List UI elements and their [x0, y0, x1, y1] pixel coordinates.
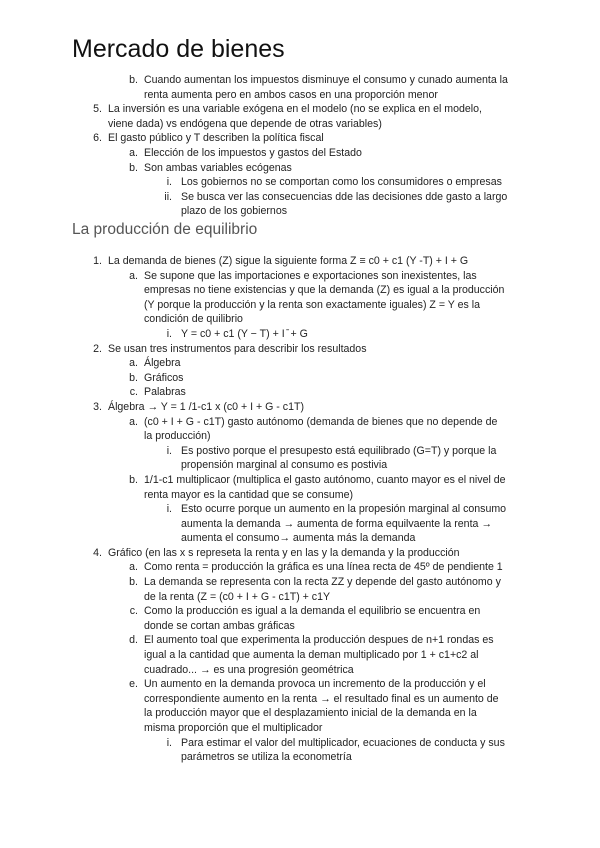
- list-item-line: [0, 146, 600, 161]
- list-item-text: plazo de los gobiernos: [181, 205, 288, 218]
- list-marker: i.: [166, 503, 172, 516]
- list-item-line: [0, 488, 600, 503]
- list-item-line: [0, 415, 600, 430]
- list-item-text: donde se cortan ambas gráficas: [144, 619, 295, 632]
- list-item-text: El aumento toal que experimenta la producción despues de n+1 rondas es: [144, 634, 494, 647]
- list-marker: b.: [129, 576, 138, 589]
- list-item-text: Palabras: [144, 386, 186, 399]
- list-item-line: [0, 590, 600, 605]
- list-marker: e.: [129, 678, 138, 691]
- list-item-line: [0, 706, 600, 721]
- list-item-text: Esto ocurre porque un aumento en la propesión marginal al consumo: [181, 503, 507, 516]
- list-marker: 5.: [93, 103, 102, 116]
- list-marker: a.: [129, 415, 138, 428]
- list-item-text: Gráficos: [144, 371, 184, 384]
- list-marker: a.: [129, 561, 138, 574]
- list-item-text: Cuando aumentan los impuestos disminuye el consumo y cunado aumenta la: [144, 74, 508, 86]
- list-item-text: Se supone que las importaciones e exportaciones son inexistentes, las: [144, 269, 477, 282]
- list-marker: c.: [129, 605, 138, 618]
- list-marker: b.: [129, 161, 138, 174]
- list-item-line: [0, 254, 600, 269]
- list-item-line: [0, 677, 600, 692]
- list-item-line: [0, 648, 600, 663]
- list-item-text: Es postivo porque el presupesto está equilibrado (G=T) y porque la: [181, 444, 497, 457]
- list-item-text: misma proporción que el multiplicador: [144, 722, 323, 734]
- list-item-line: [0, 604, 600, 619]
- page-title: Mercado de bienes: [72, 35, 285, 63]
- list-item-text: La inversión es una variable exógena en el modelo (no se explica en el modelo,: [108, 103, 482, 116]
- list-marker: i.: [166, 736, 172, 749]
- list-item-text: (c0 + I + G - c1T) gasto autónomo (demanda de bienes que no depende de: [144, 415, 498, 428]
- list-item-text: Como renta = producción la gráfica es una línea recta de 45º de pendiente 1: [144, 561, 503, 574]
- list-item-text: parámetros se utiliza la econometría: [181, 751, 352, 764]
- list-marker: d.: [129, 634, 138, 647]
- list-item-text: Y = c0 + c1 (Y − T) + I ̄ + G: [181, 327, 308, 340]
- list-item-line: [0, 736, 600, 751]
- list-item-line: [0, 102, 600, 117]
- list-marker: i.: [166, 444, 172, 457]
- list-item-line: [0, 473, 600, 488]
- list-item-line: [0, 283, 600, 298]
- list-item-text: correspondiente aumento en la renta → el resultado final es un aumento de: [144, 692, 499, 705]
- list-item-line: [0, 721, 600, 736]
- list-item-text: La demanda de bienes (Z) sigue la siguiente forma Z ≡ c0 + c1 (Y -T) + I + G: [108, 255, 469, 267]
- list-item-text: La demanda se representa con la recta ZZ y depende del gasto autónomo y: [144, 576, 501, 589]
- list-item-text: renta mayor es la cantidad que se consume): [144, 488, 354, 501]
- list-marker: c.: [129, 386, 138, 399]
- list-item-line: [0, 546, 600, 561]
- list-item-text: (Y porque la producción y la renta son exactamente iguales) Z = Y es la: [144, 298, 480, 311]
- list-marker: a.: [129, 269, 138, 282]
- list-item-text: Álgebra → Y = 1 /1-c1 x (c0 + I + G - c1T): [108, 400, 304, 413]
- list-item-text: Elección de los impuestos y gastos del Estado: [144, 146, 362, 159]
- list-item-text: Un aumento en la demanda provoca un incremento de la producción y el: [144, 678, 486, 691]
- list-item-line: [0, 750, 600, 765]
- list-item-text: Son ambas variables ecógenas: [144, 161, 292, 174]
- list-item-line: [0, 371, 600, 386]
- main-list: [0, 254, 600, 765]
- list-item-line: [0, 190, 600, 205]
- list-item-text: Se usan tres instrumentos para describir los resultados: [108, 342, 367, 355]
- list-item-text: Álgebra: [144, 357, 181, 370]
- list-marker: i.: [166, 327, 172, 340]
- list-item-line: [0, 175, 600, 190]
- list-item-text: viene dada) vs endógena que depende de otras variables): [108, 117, 382, 130]
- list-item-line: [0, 342, 600, 357]
- list-item-text: renta aumenta pero en ambos casos en una proporción menor: [144, 88, 438, 101]
- list-item-line: [0, 88, 600, 103]
- list-marker: b.: [129, 74, 138, 86]
- list-item-text: la producción mayor que el desplazamiento inicial de la demanda en la: [144, 707, 477, 720]
- list-item-text: cuadrado... → es una progresión geométrica: [144, 663, 354, 676]
- list-item-line: [0, 73, 600, 88]
- list-item-line: [0, 458, 600, 473]
- list-item-text: aumenta la demanda → aumenta de forma equilvaente la renta →: [181, 517, 492, 530]
- list-item-line: [0, 117, 600, 132]
- list-item-text: condición de quilibrio: [144, 313, 243, 326]
- list-item-line: [0, 327, 600, 342]
- list-marker: 6.: [93, 132, 102, 145]
- list-item-line: [0, 663, 600, 678]
- list-item-line: [0, 131, 600, 146]
- list-item-line: [0, 269, 600, 284]
- list-item-text: Se busca ver las consecuencias dde las decisiones dde gasto a largo: [181, 190, 508, 203]
- list-marker: ii.: [164, 190, 172, 203]
- list-item-line: [0, 385, 600, 400]
- list-item-text: de la renta (Z = (c0 + I + G - c1T) + c1Y: [144, 590, 331, 603]
- list-item-text: Gráfico (en las x s represeta la renta y en las y la demanda y la producción: [108, 546, 460, 559]
- list-item-line: [0, 429, 600, 444]
- list-item-text: Como la producción es igual a la demanda el equilibrio se encuentra en: [144, 605, 481, 618]
- list-item-line: [0, 298, 600, 313]
- list-item-line: [0, 204, 600, 219]
- list-item-line: [0, 161, 600, 176]
- list-item-line: [0, 517, 600, 532]
- list-marker: i.: [166, 176, 172, 189]
- list-item-text: igual a la cantidad que aumenta la deman multiplicado por 1 + c1+c2 al: [144, 649, 479, 662]
- list-item-line: [0, 560, 600, 575]
- list-marker: 2.: [93, 342, 102, 355]
- list-item-text: aumenta el consumo→ aumenta más la demanda: [181, 532, 416, 545]
- list-item-line: [0, 575, 600, 590]
- list-item-line: [0, 619, 600, 634]
- list-item-line: [0, 692, 600, 707]
- list-marker: 4.: [93, 546, 102, 559]
- list-marker: a.: [129, 357, 138, 370]
- list-marker: 1.: [93, 255, 102, 267]
- list-item-text: empresas no tiene existencias y que la demanda (Z) es igual a la producción: [144, 284, 505, 297]
- list-item-line: [0, 400, 600, 415]
- list-item-line: [0, 444, 600, 459]
- list-item-line: [0, 531, 600, 546]
- list-item-line: [0, 633, 600, 648]
- list-marker: b.: [129, 473, 138, 486]
- list-item-line: [0, 356, 600, 371]
- list-marker: 3.: [93, 400, 102, 413]
- list-item-text: propensión marginal al consumo es postivia: [181, 459, 388, 472]
- list-item-text: Los gobiernos no se comportan como los consumidores o empresas: [181, 176, 502, 189]
- list-marker: b.: [129, 371, 138, 384]
- list-item-line: [0, 312, 600, 327]
- top-list: [0, 73, 600, 219]
- list-marker: a.: [129, 146, 138, 159]
- list-item-text: la producción): [144, 430, 211, 443]
- list-item-text: 1/1-c1 multiplicaor (multiplica el gasto autónomo, cuanto mayor es el nivel de: [144, 473, 506, 486]
- list-item-text: El gasto público y T describen la política fiscal: [108, 132, 324, 145]
- section-heading: La producción de equilibrio: [72, 221, 258, 238]
- list-item-text: Para estimar el valor del multiplicador, ecuaciones de conducta y sus: [181, 736, 505, 749]
- list-item-line: [0, 502, 600, 517]
